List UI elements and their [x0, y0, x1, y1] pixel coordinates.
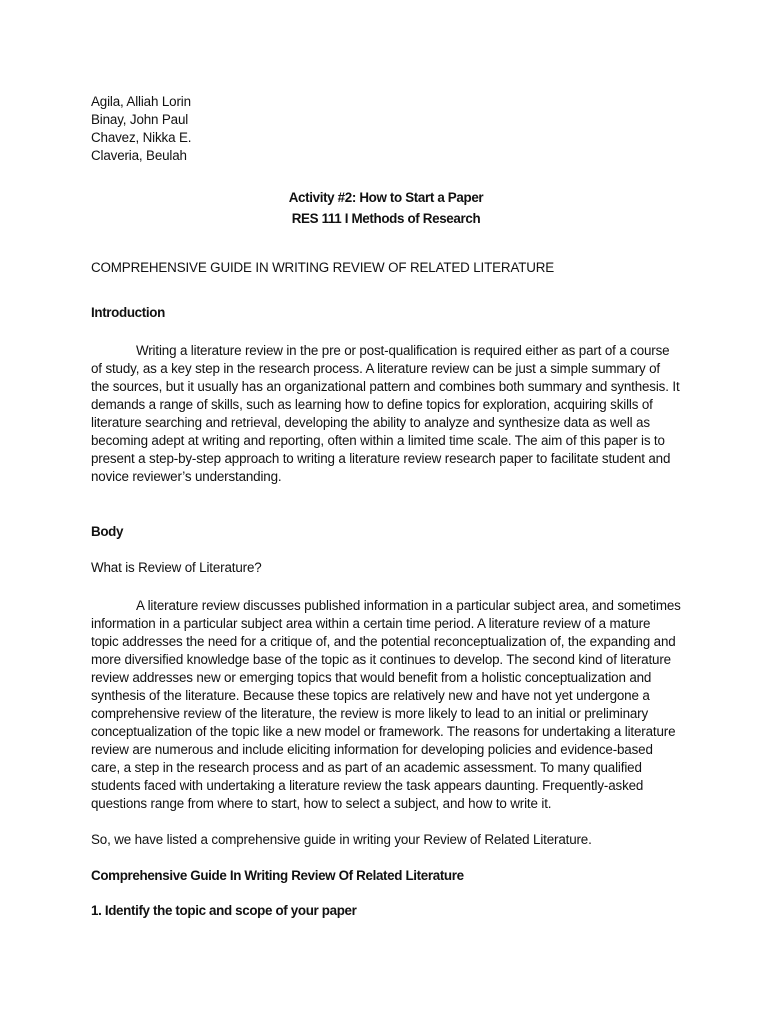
body-closing: So, we have listed a comprehensive guide in writing your Review of Related Literature.: [91, 832, 592, 847]
introduction-paragraph: Writing a literature review in the pre or post-qualification is required either as part of a course of study, as a key step in the research process. A literature review can be just a simple summary of the sources, but it usually has an organizational pattern and combines both summary and synthesis. It demands a range of skills, such as learning how to define topics for exploration, acquiring skills of literature searching and retrieval, developing the ability to analyze and synthesize data as well as becoming adept at writing and reporting, often within a limited time scale. The aim of this paper is to present a step-by-step approach to writing a literature review research paper to facilitate student and novice reviewer’s understanding.: [91, 343, 680, 484]
author-name: Binay, John Paul: [91, 112, 189, 127]
author-list: [91, 93, 681, 165]
introduction-heading: Introduction: [91, 305, 165, 320]
body-question: What is Review of Literature?: [91, 560, 262, 575]
guide-heading: Comprehensive Guide In Writing Review Of Related Literature: [91, 868, 464, 883]
body-heading: Body: [91, 524, 124, 539]
title-block: [91, 187, 681, 229]
document-content: [91, 93, 681, 920]
step-heading: 1. Identify the topic and scope of your paper: [91, 903, 357, 918]
course-title: RES 111 I Methods of Research: [291, 211, 481, 226]
author-name: Chavez, Nikka E.: [91, 130, 192, 145]
activity-title: Activity #2: How to Start a Paper: [288, 190, 484, 205]
document-heading: COMPREHENSIVE GUIDE IN WRITING REVIEW OF RELATED LITERATURE: [91, 260, 555, 275]
author-name: Claveria, Beulah: [91, 148, 187, 163]
body-paragraph: A literature review discusses published information in a particular subject area, and sometimes information in a particular subject area within a certain time period. A literature review of a mature topic addresses the need for a critique of, and the potential reconceptualization of, the expanding and more diversified knowledge base of the topic as it continues to develop. The second kind of literature review addresses new or emerging topics that would benefit from a holistic conceptualization and synthesis of the literature. Because these topics are relatively new and have not yet undergone a comprehensive review of the literature, the review is more likely to lead to an initial or preliminary conceptualization of the topic like a new model or framework. The reasons for undertaking a literature review are numerous and include eliciting information for developing policies and evidence-based care, a step in the research process and as part of an academic assessment. To many qualified students faced with undertaking a literature review the task appears daunting. Frequently-asked questions range from where to start, how to select a subject, and how to write it.: [91, 598, 681, 811]
author-name: Agila, Alliah Lorin: [91, 94, 191, 109]
